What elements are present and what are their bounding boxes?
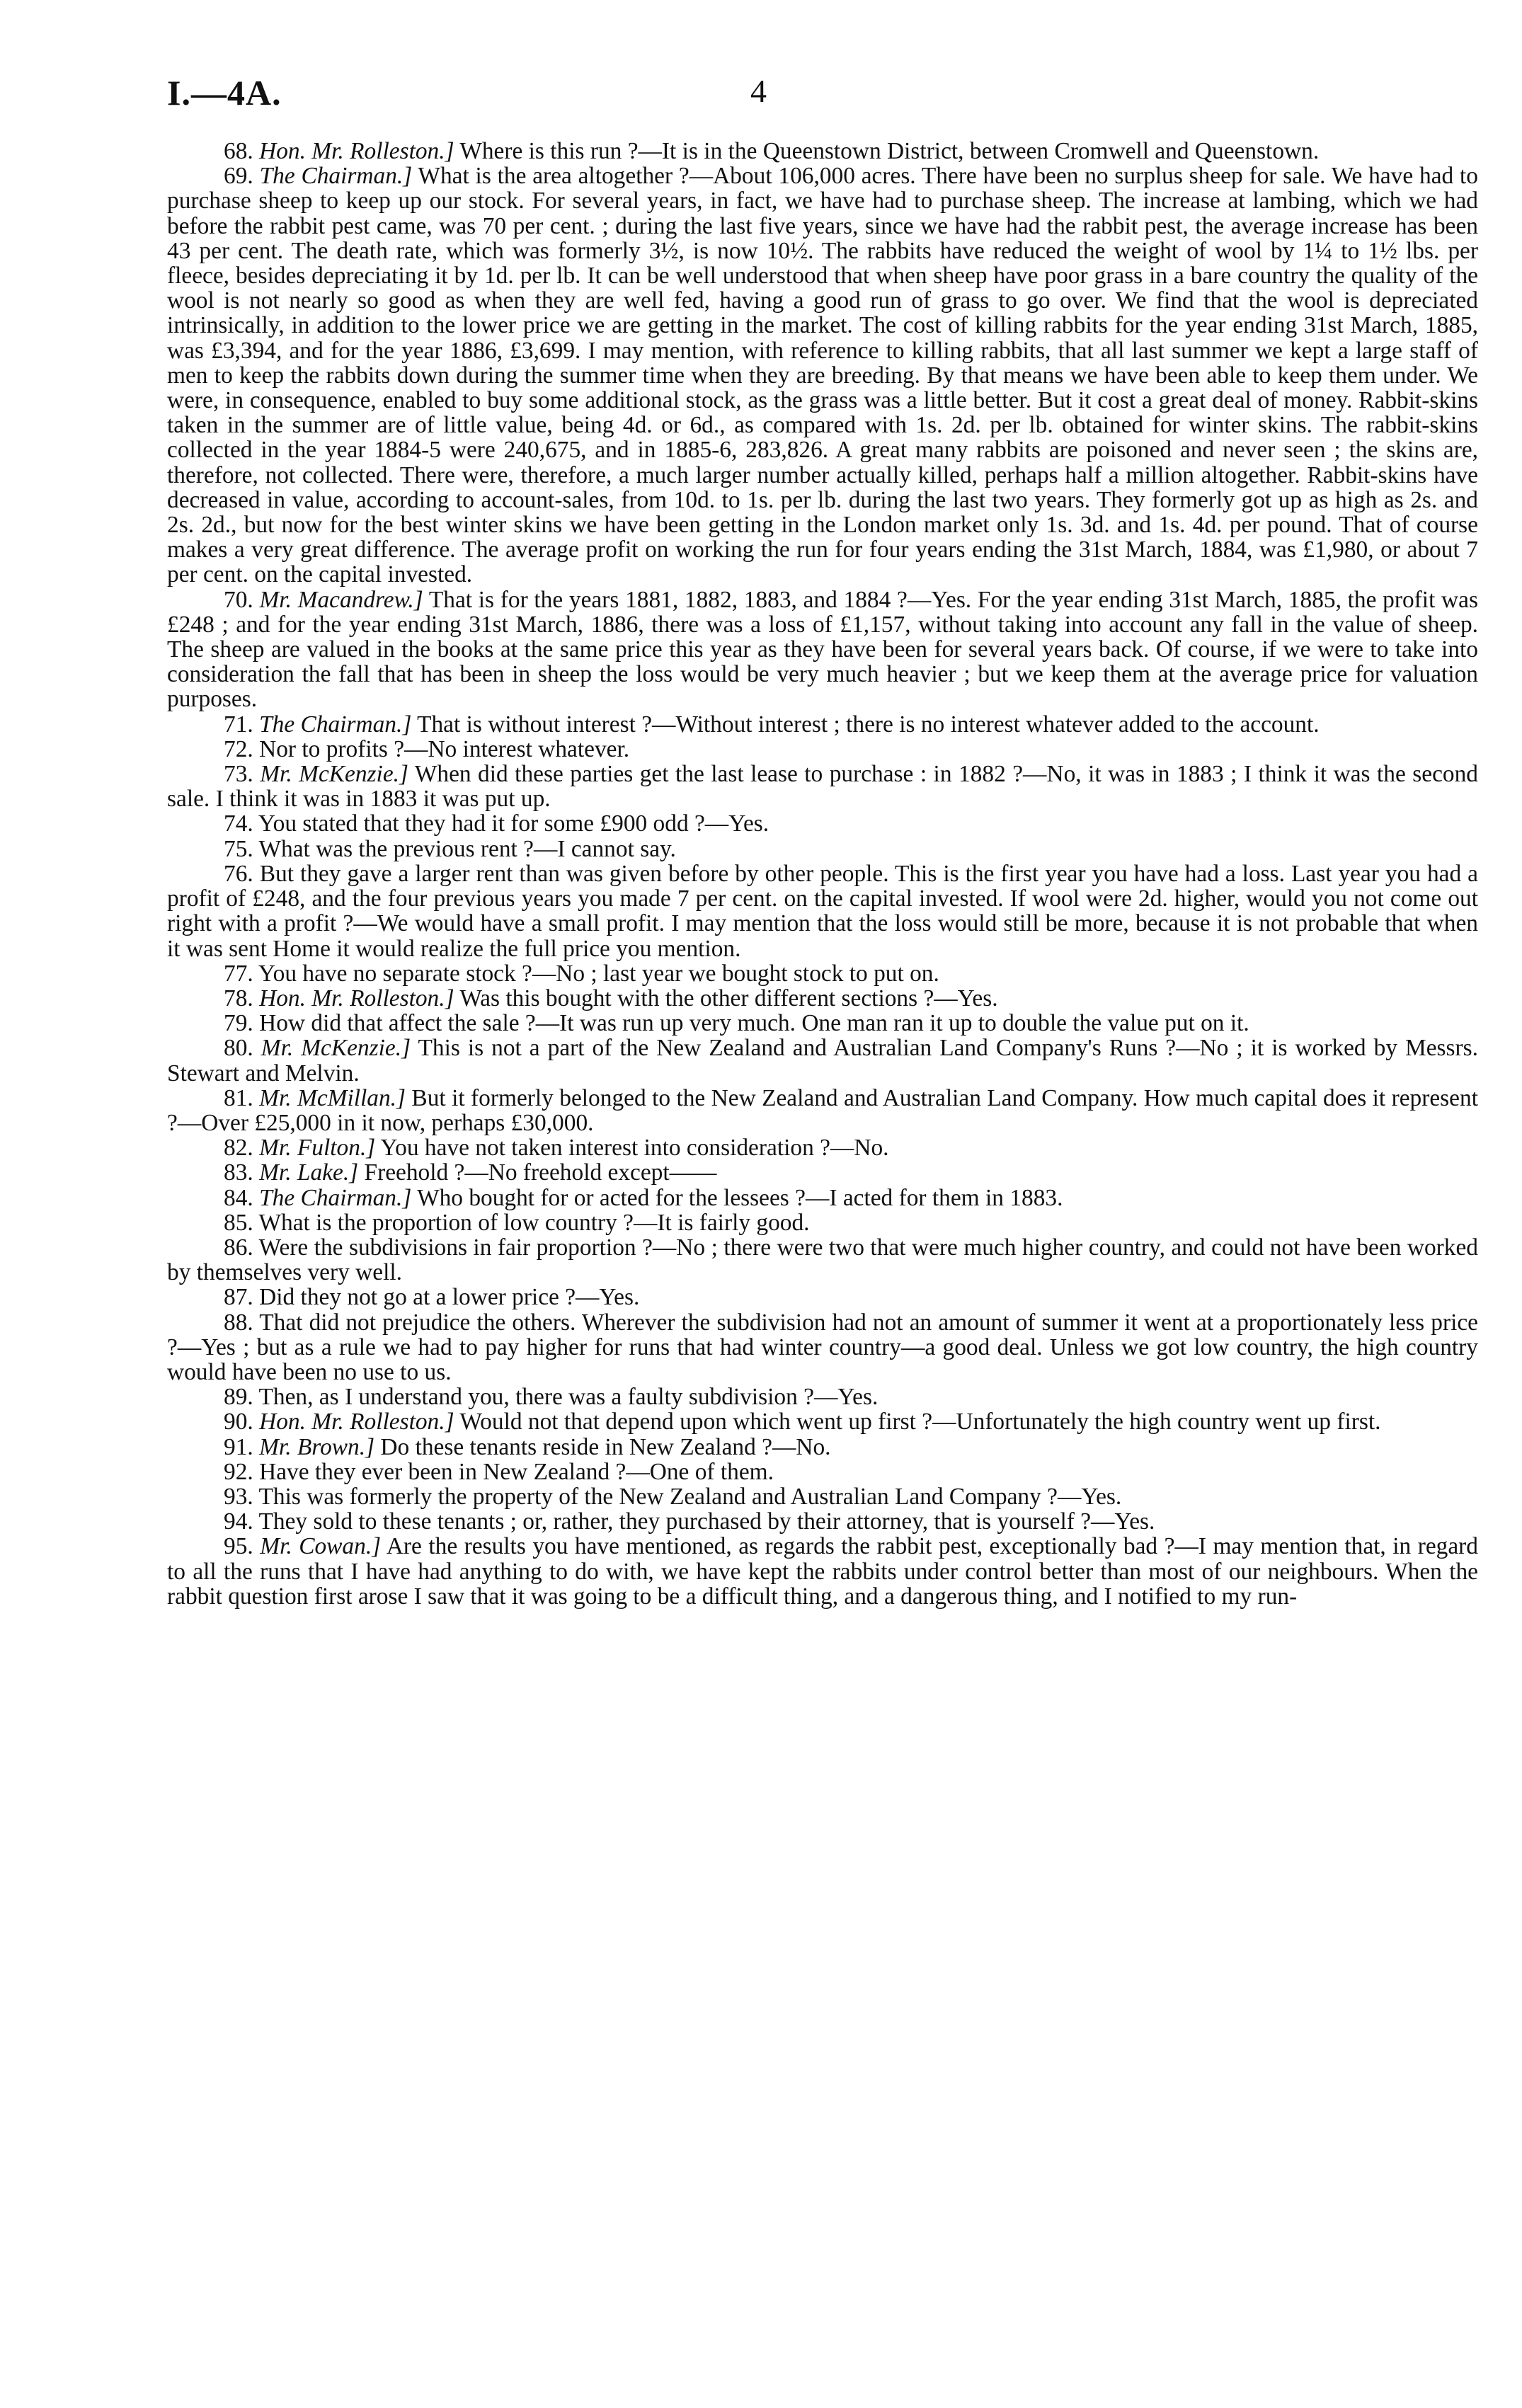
testimony-text: Were the subdivisions in fair proportion ?—No ; there were two that were much higher country, and could not have been worked by themselves very well. — [167, 1234, 1479, 1286]
question-number: 69. — [224, 163, 253, 190]
question-paragraph — [167, 1409, 1478, 1434]
testimony-text: That did not prejudice the others. Wherever the subdivision had not an amount of summer it went at a proportionately less price ?—Yes ; but as a rule we had to pay higher for runs that had winter country—a good deal. Unless we got low country, the high country would have been no use to us. — [167, 1309, 1478, 1385]
question-number: 84. — [224, 1184, 253, 1211]
question-paragraph — [167, 1484, 1478, 1509]
question-number: 76. — [224, 860, 253, 887]
question-number: 78. — [224, 985, 253, 1011]
speaker-name: Mr. McKenzie.] — [260, 761, 408, 788]
testimony-text: This was formerly the property of the New Zealand and Australian Land Company ?—Yes. — [258, 1483, 1122, 1510]
question-paragraph — [167, 1435, 1478, 1460]
testimony-text: Freehold ?—No freehold except—— — [358, 1159, 717, 1186]
question-paragraph — [167, 1534, 1478, 1609]
question-number: 75. — [224, 835, 253, 862]
question-paragraph — [167, 1210, 1478, 1235]
question-paragraph — [167, 961, 1478, 986]
question-number: 70. — [224, 586, 253, 613]
question-number: 86. — [224, 1234, 253, 1261]
question-paragraph — [167, 1160, 1478, 1185]
question-paragraph — [167, 1509, 1478, 1534]
question-number: 88. — [224, 1309, 253, 1336]
speaker-name: Hon. Mr. Rolleston.] — [259, 138, 454, 164]
question-paragraph — [167, 837, 1478, 861]
testimony-text: Nor to profits ?—No interest whatever. — [259, 735, 630, 762]
question-paragraph — [167, 1235, 1478, 1285]
question-number: 87. — [224, 1284, 253, 1311]
question-number: 85. — [224, 1209, 253, 1236]
testimony-text: That is without interest ?—Without interest ; there is no interest whatever added to the account. — [411, 711, 1320, 738]
testimony-text: Where is this run ?—It is in the Queenstown District, between Cromwell and Queenstown. — [454, 138, 1320, 164]
question-number: 79. — [224, 1010, 253, 1037]
question-number: 90. — [224, 1409, 253, 1435]
question-paragraph — [167, 861, 1478, 961]
question-paragraph — [167, 1186, 1478, 1210]
testimony-text: You stated that they had it for some £900 odd ?—Yes. — [258, 810, 769, 837]
question-paragraph — [167, 811, 1478, 836]
question-number: 82. — [224, 1135, 253, 1162]
testimony-text: Was this bought with the other different sections ?—Yes. — [454, 985, 998, 1011]
testimony-text: Do these tenants reside in New Zealand ?—No. — [374, 1433, 831, 1460]
page-number: 4 — [750, 73, 767, 109]
question-paragraph — [167, 164, 1478, 587]
question-paragraph — [167, 1135, 1478, 1160]
testimony-text: When did these parties get the last lease to purchase : in 1882 ?—No, it was in 1883 ; I think it was the second sale. I think it was in 1883 it was put up. — [167, 761, 1478, 813]
question-number: 92. — [224, 1458, 253, 1485]
question-paragraph — [167, 762, 1478, 811]
testimony-text: But it formerly belonged to the New Zealand and Australian Land Company. How much capital does it represent ?—Over £25,000 in it now, perhaps £30,000. — [167, 1084, 1478, 1136]
speaker-name: The Chairman.] — [259, 1184, 412, 1211]
question-number: 72. — [224, 735, 253, 762]
question-number: 68. — [224, 138, 253, 164]
speaker-name: Mr. Lake.] — [259, 1159, 359, 1186]
speaker-name: Mr. Macandrew.] — [259, 586, 423, 613]
question-paragraph — [167, 1036, 1478, 1085]
question-number: 95. — [224, 1533, 253, 1560]
question-number: 77. — [224, 960, 253, 987]
question-number: 93. — [224, 1483, 253, 1510]
question-paragraph — [167, 737, 1478, 762]
testimony-text: What was the previous rent ?—I cannot say. — [258, 835, 676, 862]
testimony-text: Did they not go at a lower price ?—Yes. — [259, 1284, 640, 1311]
testimony-text: How did that affect the sale ?—It was run up very much. One man ran it up to double the value put on it. — [259, 1010, 1249, 1037]
testimony-text: Would not that depend upon which went up first ?—Unfortunately the high country went up first. — [454, 1409, 1381, 1435]
question-paragraph — [167, 587, 1478, 712]
question-paragraph — [167, 1460, 1478, 1484]
question-paragraph — [167, 139, 1478, 164]
question-number: 81. — [224, 1084, 253, 1111]
speaker-name: Mr. McKenzie.] — [261, 1035, 411, 1062]
question-number: 91. — [224, 1433, 253, 1460]
question-paragraph — [167, 1011, 1478, 1036]
question-number: 80. — [224, 1035, 253, 1062]
testimony-text: This is not a part of the New Zealand and Australian Land Company's Runs ?—No ; it is worked by Messrs. Stewart and Melvin. — [167, 1035, 1478, 1087]
testimony-text: You have no separate stock ?—No ; last year we bought stock to put on. — [258, 960, 939, 987]
question-number: 94. — [224, 1508, 253, 1535]
testimony-text: You have not taken interest into consideration ?—No. — [375, 1135, 889, 1162]
question-number: 83. — [224, 1159, 253, 1186]
testimony-text: Have they ever been in New Zealand ?—One of them. — [259, 1458, 774, 1485]
speaker-name: Mr. McMillan.] — [259, 1084, 406, 1111]
speaker-name: The Chairman.] — [259, 711, 412, 738]
question-number: 71. — [224, 711, 253, 738]
speaker-name: Hon. Mr. Rolleston.] — [259, 1409, 454, 1435]
testimony-text: They sold to these tenants ; or, rather, they purchased by their attorney, that is yourself ?—Yes. — [258, 1508, 1155, 1535]
question-number: 74. — [224, 810, 253, 837]
question-number: 89. — [224, 1384, 253, 1411]
question-paragraph — [167, 1310, 1478, 1385]
testimony-text: Then, as I understand you, there was a faulty subdivision ?—Yes. — [258, 1384, 879, 1411]
testimony-text: What is the proportion of low country ?—It is fairly good. — [258, 1209, 810, 1236]
testimony-text: Are the results you have mentioned, as regards the rabbit pest, exceptionally bad ?—I may mention that, in regard to all the runs that I have had anything to do with, we have kept the rabbits under control better than most of our neighbours. When the rabbit question first arose I saw that it was going to be a difficult thing, and a dangerous thing, and I notified to my run- — [167, 1533, 1478, 1610]
question-paragraph — [167, 1384, 1478, 1409]
speaker-name: Hon. Mr. Rolleston.] — [259, 985, 454, 1011]
question-paragraph — [167, 1285, 1478, 1309]
speaker-name: Mr. Fulton.] — [259, 1135, 376, 1162]
testimony-text: What is the area altogether ?—About 106,000 acres. There have been no surplus sheep for sale. We have had to purchase sheep to keep up our stock. For several years, in fact, we have had to purchase sheep. The increase at lambing, which we had before the rabbit pest came, was 70 per cent. ; during the last five years, since we have had the rabbit pest, the average increase has been 43 per cent. The death rate, which was formerly 3½, is now 10½. The rabbits have reduced the weight of wool by 1¼ to 1½ lbs. per fleece, besides depreciating it by 1d. per lb. It can be well understood that when sheep have poor grass in a bare country the quality of the wool is not nearly so good as when they are well fed, having a good run of grass to go over. We find that the wool is depreciated intrinsically, in addition to the lower price we are getting in the market. The cost of killing rabbits for the year ending 31st March, 1885, was £3,394, and for the year 1886, £3,699. I may mention, with reference to killing rabbits, that all last summer we kept a large staff of men to keep the rabbits down during the summer time when they are breeding. By that means we have been able to keep them under. We were, in consequence, enabled to buy some additional stock, as the grass was a little better. But it cost a great deal of money. Rabbit-skins taken in the summer are of little value, being 4d. or 6d., as compared with 1s. 2d. per lb. obtained for winter skins. The rabbit-skins collected in the year 1884-5 were 240,675, and in 1885-6, 283,826. A great many rabbits are poisoned and never seen ; the skins are, therefore, not collected. There were, therefore, a much larger number actually killed, perhaps half a million altogether. Rabbit-skins have decreased in value, according to account-sales, from 10d. to 1s. per lb. during the last two years. They formerly got up as high as 2s. and 2s. 2d., but now for the best winter skins we have been getting in the London market only 1s. 3d. and 1s. 4d. per pound. That of course makes a very great difference. The average profit on working the run for four years ending the 31st March, 1884, was £1,980, or about 7 per cent. on the capital invested. — [167, 163, 1478, 588]
speaker-name: The Chairman.] — [259, 163, 413, 190]
testimony-text: That is for the years 1881, 1882, 1883, and 1884 ?—Yes. For the year ending 31st March, 1885, the profit was £248 ; and for the year ending 31st March, 1886, there was a loss of £1,157, without taking into account any fall in the value of sheep. The sheep are valued in the books at the same price this year as they have been for several years back. Of course, if we were to take into consideration the fall that has been in sheep the loss would be very much heavier ; but we keep them at the average price for valuation purposes. — [167, 586, 1478, 713]
question-paragraph — [167, 712, 1478, 737]
speaker-name: Mr. Cowan.] — [260, 1533, 382, 1560]
testimony-text: But they gave a larger rent than was given before by other people. This is the first year you have had a loss. Last year you had a profit of £248, and the four previous years you made 7 per cent. on the capital invested. If wool were 2d. higher, would you not come out right with a profit ?—We would have a small profit. I may mention that the loss would still be more, because it is not probable that when it was sent Home it would realize the full price you mention. — [167, 860, 1478, 962]
testimony-text: Who bought for or acted for the lessees ?—I acted for them in 1883. — [411, 1184, 1063, 1211]
question-number: 73. — [224, 761, 253, 788]
question-paragraph — [167, 986, 1478, 1011]
section-reference: I.—4A. — [167, 73, 282, 113]
question-paragraph — [167, 1086, 1478, 1135]
speaker-name: Mr. Brown.] — [259, 1433, 375, 1460]
testimony-body — [167, 139, 1478, 1609]
